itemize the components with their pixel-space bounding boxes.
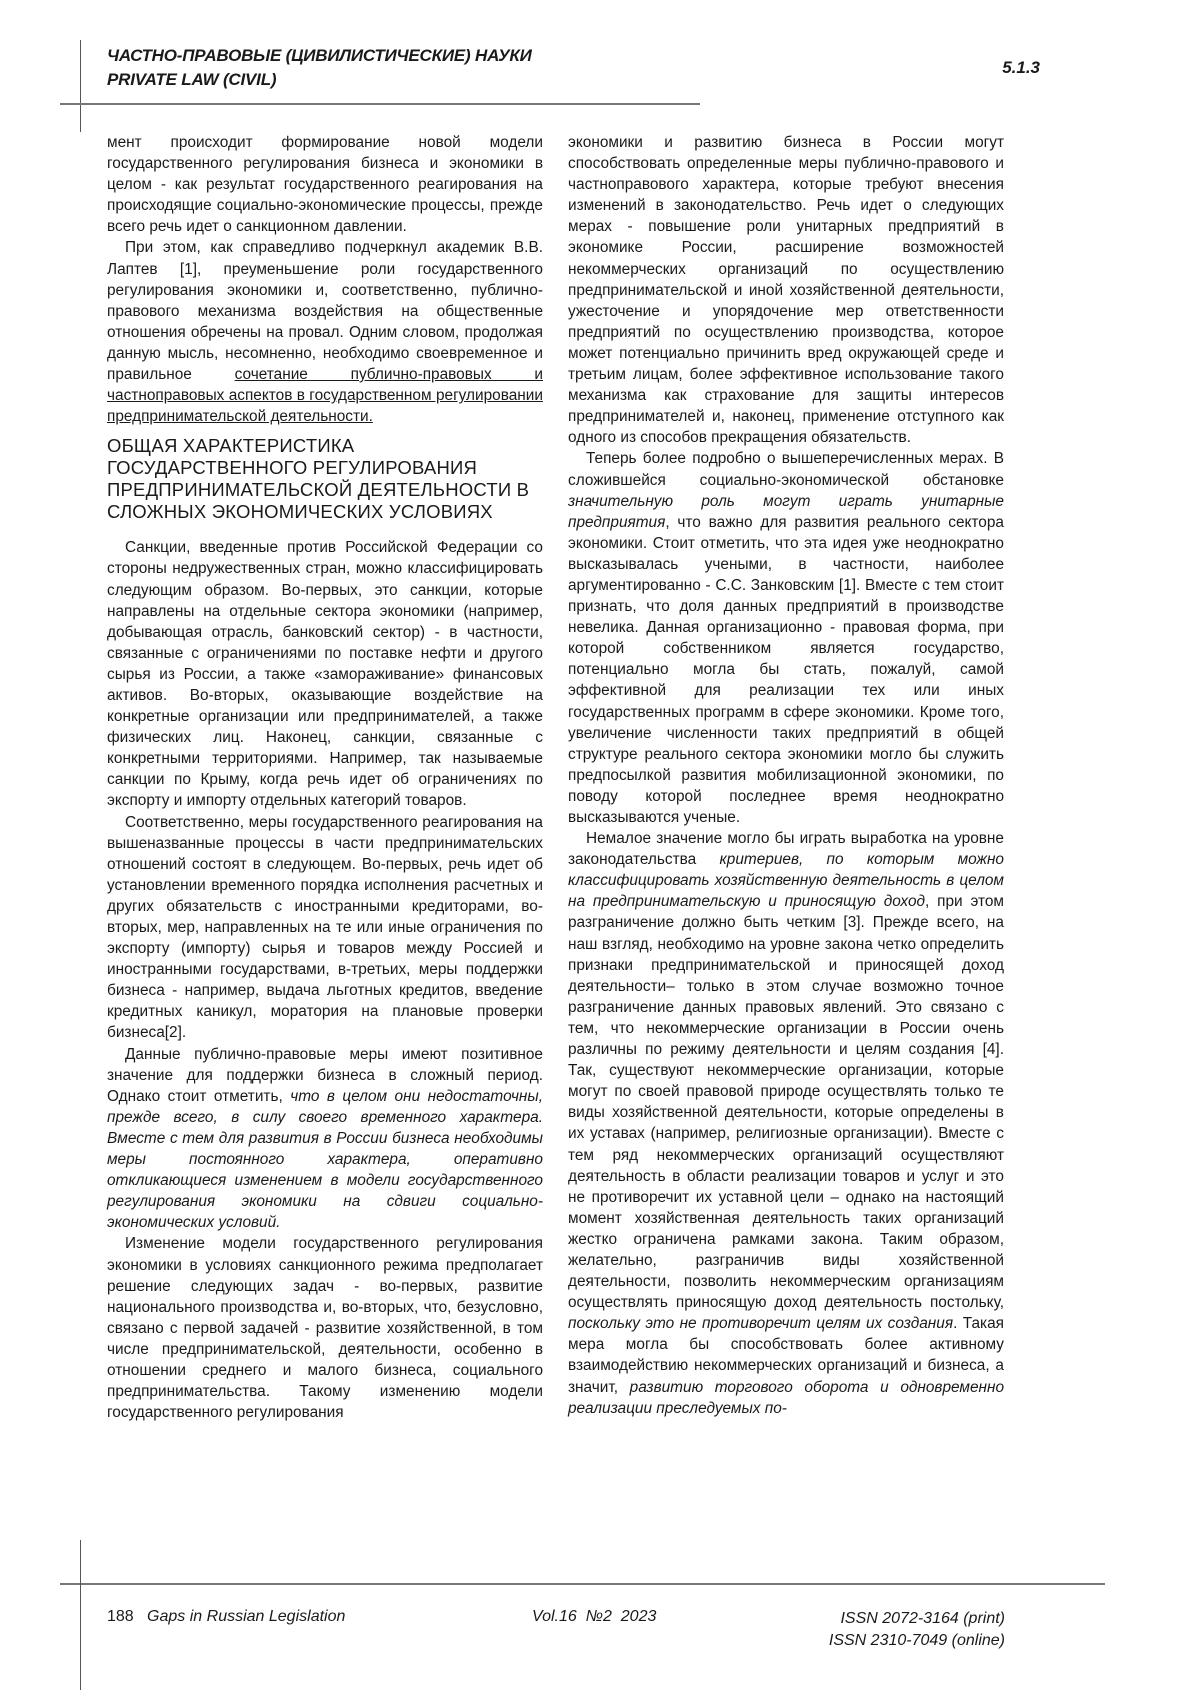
text-run: При этом, как справедливо подчеркнул академик В.В. Лаптев [1], преуменьшение роли государственного регулирования экономики и, соответственно, публично-правового механизма воздействия на общественные отношения обречены на провал. Одним словом, продолжая данную мысль, несомненно, необходимо своевременное и правильное bbox=[107, 239, 543, 383]
italic-text: поскольку это не противоречит целям их создания bbox=[568, 1315, 953, 1332]
text-run: . Такая мера могла бы способствовать более активному взаимодействию некоммерческих организаций и бизнеса, а значит, bbox=[568, 1315, 1004, 1395]
section-code: 5.1.3 bbox=[1002, 58, 1040, 78]
italic-text: развитию торгового оборота и одновременно реализации преследуемых по- bbox=[568, 1379, 1004, 1417]
text-run: Данные публично-правовые меры имеют позитивное значение для поддержки бизнеса в сложный период. Однако стоит отметить, bbox=[107, 1046, 543, 1105]
header-rule bbox=[60, 103, 700, 105]
text-run: Изменение модели государственного регулирования экономики в условиях санкционного режима предполагает решение следующих задач - во-первых, развитие национального производства и, во-вторых, что, безусловно, связано с первой задачей - развитие хозяйственной, в том числе предпринимательской, деятельности, особенно в отношении среднего и малого бизнеса, социального предпринимательства. Такому изменению модели государственного регулирования bbox=[107, 1235, 543, 1421]
text-run: , что важно для развития реального сектора экономики. Стоит отметить, что эта идея уже неоднократно высказывалась учеными, в частности, наиболее аргументированно - С.С. Занковским [1]. Вместе с тем стоит признать, что доля данных предприятий в производстве невелика. Данная организационно - правовая форма, при которой собственником является государство, потенциально могла бы стать, пожалуй, самой эффективной для реализации тех или иных государственных программ в сфере экономики. Кроме того, увеличение численности таких предприятий в общей структуре реального сектора экономики могло бы служить предпосылкой развития мобилизационной экономики, по поводу которой последнее время неоднократно высказываются ученые. bbox=[568, 514, 1004, 826]
left-column bbox=[107, 132, 543, 1423]
paragraph bbox=[568, 448, 1004, 828]
text-run: Санкции, введенные против Российской Федерации со стороны недружественных стран, можно классифицировать следующим образом. Во-первых, это санкции, которые направлены на отдельные сектора экономики (например, добывающая отрасль, банковский сектор) - в частности, связанные с ограничениями по поставке нефти и другого сырья из России, а также «замораживание» финансовых активов. Во-вторых, оказывающие воздействие на конкретные организации или предпринимателей, а также физических лиц. Наконец, санкции, связанные с конкретными территориями. Например, так называемые санкции по Крыму, когда речь идет об ограничениях по экспорту и импорту отдельных категорий товаров. bbox=[107, 539, 543, 809]
journal-name: Gaps in Russian Legislation bbox=[147, 1608, 345, 1625]
paragraph bbox=[107, 132, 543, 237]
underlined-text: сочетание публично-правовых и частноправовых аспектов в государственном регулировании предпринимательской деятельности. bbox=[107, 366, 543, 425]
section-title-ru: ЧАСТНО-ПРАВОВЫЕ (ЦИВИЛИСТИЧЕСКИЕ) НАУКИ bbox=[107, 44, 532, 68]
footer-rule bbox=[60, 1583, 1105, 1585]
header-vertical-rule bbox=[80, 40, 81, 132]
paragraph bbox=[568, 828, 1004, 1419]
paragraph bbox=[107, 237, 543, 427]
issn-block bbox=[829, 1608, 1005, 1652]
italic-text: критериев, по которым можно классифицировать хозяйственную деятельность в целом на предпринимательскую и приносящую доход bbox=[568, 851, 1004, 910]
text-run: Теперь более подробно о вышеперечисленных мерах. В сложившейся социально-экономической обстановке bbox=[568, 450, 1004, 488]
running-header bbox=[107, 44, 532, 92]
italic-text: что в целом они недостаточны, прежде всего, в силу своего временного характера. Вместе с тем для развития в России бизнеса необходимы меры постоянного характера, оперативно откликающиеся изменением в модели государственного регулирования экономики на сдвиги социально-экономических условий. bbox=[107, 1088, 543, 1232]
volume-info: Vol.16 №2 2023 bbox=[532, 1608, 656, 1626]
text-run: ОБЩАЯ ХАРАКТЕРИСТИКА ГОСУДАРСТВЕННОГО РЕГУЛИРОВАНИЯ ПРЕДПРИНИМАТЕЛЬСКОЙ ДЕЯТЕЛЬНОСТИ В СЛОЖНЫХ ЭКОНОМИЧЕСКИХ УСЛОВИЯХ bbox=[107, 435, 529, 522]
text-run: Немалое значение могло бы играть выработка на уровне законодательства bbox=[568, 830, 1004, 868]
paragraph bbox=[568, 132, 1004, 448]
text-run: , при этом разграничение должно быть четким [3]. Прежде всего, на наш взгляд, необходимо на уровне закона четко определить признаки предпринимательской и приносящей доход деятельности– только в этом случае возможно точное разграничение данных правовых явлений. Это связано с тем, что некоммерческие организации в России очень различны по режиму деятельности и целям создания [4]. Так, существуют некоммерческие организации, которые могут по своей правовой природе осуществлять только те виды хозяйственной деятельности, которые определены в их уставах (например, религиозные организации). Вместе с тем ряд некоммерческих организаций осуществляют деятельность в области реализации товаров и услуг и это не противоречит их уставной цели – однако на настоящий момент хозяйственная деятельность таких организаций жестко ограничена рамками закона. Таким образом, желательно, разграничив виды хозяйственной деятельности, позволить некоммерческим организациям осуществлять приносящую доход деятельность постольку, bbox=[568, 893, 1004, 1311]
italic-text: значительную роль могут играть унитарные предприятия bbox=[568, 493, 1004, 531]
paragraph bbox=[107, 812, 543, 1044]
footer-vertical-rule bbox=[80, 1540, 81, 1690]
right-column bbox=[568, 132, 1004, 1419]
issn-online: ISSN 2310-7049 (online) bbox=[829, 1630, 1005, 1652]
paragraph bbox=[107, 537, 543, 811]
text-run: Соответственно, меры государственного реагирования на вышеназванные процессы в части предпринимательских отношений состоят в следующем. Во-первых, речь идет об установлении временного порядка исполнения расчетных и других обязательств с иностранными кредиторами, во-вторых, мер, направленных на те или иные ограничения по экспорту (импорту) сырья и товаров между Россией и иностранными государствами, в-третьих, меры поддержки бизнеса - например, выдача льготных кредитов, введение кредитных каникул, моратория на плановые проверки бизнеса[2]. bbox=[107, 814, 543, 1042]
section-title-en: PRIVATE LAW (CIVIL) bbox=[107, 68, 532, 92]
page-number: 188 bbox=[107, 1608, 134, 1625]
text-run: мент происходит формирование новой модели государственного регулирования бизнеса и экономики в целом - как результат государственного реагирования на происходящие социально-экономические процессы, прежде всего речь идет о санкционном давлении. bbox=[107, 134, 543, 235]
footer-left bbox=[107, 1608, 345, 1626]
paragraph bbox=[107, 1233, 543, 1423]
text-run: экономики и развитию бизнеса в России могут способствовать определенные меры публично-правового и частноправового характера, которые требуют внесения изменений в законодательство. Речь идет о следующих мерах - повышение роли унитарных предприятий в экономике России, расширение возможностей некоммерческих организаций по осуществлению предпринимательской и иной хозяйственной деятельности, ужесточение и упорядочение мер ответственности предприятий по осуществлению производства, которое может потенциально причинить вред окружающей среде и третьим лицам, более эффективное использование такого механизма как страхование для защиты интересов предпринимателей и, наконец, применение отступного как одного из способов прекращения обязательств. bbox=[568, 134, 1004, 446]
paragraph bbox=[107, 1044, 543, 1234]
issn-print: ISSN 2072-3164 (print) bbox=[829, 1608, 1005, 1630]
section-heading bbox=[107, 435, 543, 523]
